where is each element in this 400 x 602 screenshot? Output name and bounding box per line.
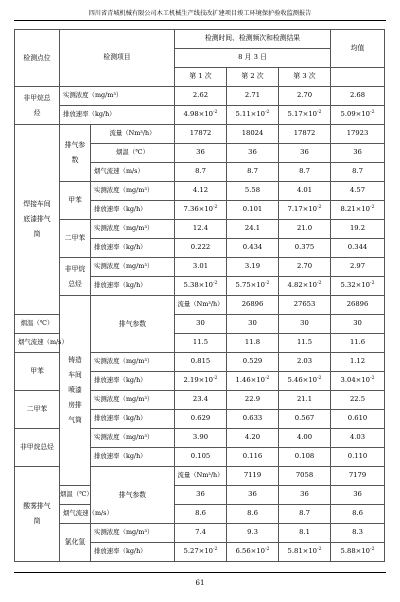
sub-item-cell: 甲苯 [60,182,91,220]
value-cell: $5.11\times 10^{-2}$ [227,106,279,125]
item-cell: 实测浓度（mg/m³） [91,391,175,410]
item-cell: 实测浓度（mg/m³） [91,524,175,543]
header-run-1: 第 1 次 [175,68,227,87]
header-run-2: 第 2 次 [227,68,279,87]
header-average: 均值 [331,30,385,68]
sub-item-cell: 排气参数 [60,125,91,182]
value-cell: 21.0 [279,220,331,239]
value-cell: 21.1 [279,391,331,410]
value-cell: $5.81\times 10^{-2}$ [279,543,331,562]
header-results: 检测时间、检测频次和检测结果 [175,30,331,49]
average-cell: $5.88\times 10^{-2}$ [331,543,385,562]
value-cell: 9.3 [227,524,279,543]
value-cell: 17872 [175,125,227,144]
item-cell: 排放速率（kg/h） [91,543,175,562]
average-cell: 8.3 [331,524,385,543]
footer-rule [14,572,386,573]
item-cell: 烟温（℃） [60,486,91,505]
value-cell: 0.434 [227,239,279,258]
value-cell: $7.36\times 10^{-2}$ [175,201,227,220]
value-cell: 0.815 [175,353,227,372]
value-cell: 23.4 [175,391,227,410]
value-cell: 26896 [331,296,385,315]
value-cell: 12.4 [175,220,227,239]
value-cell: 5.58 [227,182,279,201]
value-cell: 2.62 [175,87,227,106]
item-cell: 实测浓度（mg/m³） [91,258,175,277]
value-cell: $1.46\times 10^{-2}$ [227,372,279,391]
sub-item-cell: 二甲苯 [15,391,60,429]
average-cell: 0.344 [331,239,385,258]
value-cell: 2.03 [279,353,331,372]
sub-item-cell: 二甲苯 [60,220,91,258]
value-cell: 2.70 [279,258,331,277]
average-cell: $5.09\times 10^{-2}$ [331,106,385,125]
value-cell: $2.19\times 10^{-2}$ [175,372,227,391]
value-cell: 0.105 [175,448,227,467]
value-cell: 4.12 [175,182,227,201]
header-item: 检测项目 [60,30,175,87]
value-cell: 17872 [279,125,331,144]
value-cell: 3.19 [227,258,279,277]
average-cell: 11.6 [331,334,385,353]
item-cell: 流量（Nm³/h） [175,296,227,315]
value-cell: 8.7 [175,163,227,182]
average-cell: 1.12 [331,353,385,372]
value-cell: 4.20 [227,429,279,448]
value-cell: 0.529 [227,353,279,372]
average-cell: 36 [331,144,385,163]
value-cell: $5.38\times 10^{-2}$ [175,277,227,296]
table-row [15,125,385,144]
value-cell: 36 [175,144,227,163]
value-cell: 2.71 [227,87,279,106]
average-cell: $8.21\times 10^{-2}$ [331,201,385,220]
item-cell: 排放速率（kg/h） [91,239,175,258]
item-cell: 排放速率（kg/h） [91,277,175,296]
item-cell: 烟温（℃） [91,144,175,163]
table-row [15,106,385,125]
value-cell: 26896 [227,296,279,315]
value-cell: 3.90 [175,429,227,448]
average-cell: 4.57 [331,182,385,201]
value-cell: 0.567 [279,410,331,429]
average-cell: 36 [331,486,385,505]
table-row [15,182,385,201]
table-row [15,220,385,239]
item-cell: 排放速率（kg/h） [91,372,175,391]
average-cell: 19.2 [331,220,385,239]
average-cell: 8.6 [331,505,385,524]
value-cell: $4.98\times 10^{-2}$ [175,106,227,125]
value-cell: 7.4 [175,524,227,543]
monitoring-results-table [14,29,385,562]
value-cell: 36 [227,486,279,505]
value-cell: 3.01 [175,258,227,277]
item-cell: 实测浓度（mg/m³） [60,87,175,106]
value-cell: 2.70 [279,87,331,106]
table-row [15,524,385,543]
item-cell: 排放速率（kg/h） [60,106,175,125]
value-cell: 0.108 [279,448,331,467]
item-cell: 流量（Nm³/h） [91,125,175,144]
item-cell: 实测浓度（mg/m³） [91,429,175,448]
value-cell: 7179 [331,467,385,486]
item-cell: 烟气流速（m/s） [91,163,175,182]
table-row [15,258,385,277]
sub-item-cell: 甲苯 [15,353,60,391]
value-cell: 7119 [227,467,279,486]
value-cell: 0.101 [227,201,279,220]
value-cell: 18024 [227,125,279,144]
sub-item-cell: 氯化氢 [60,524,91,562]
report-header: 四川省青城机械有限公司木工机械生产线技改扩建项目竣工环境保护验收监测报告 [14,8,386,21]
value-cell: 7058 [279,467,331,486]
item-cell: 排放速率（kg/h） [91,410,175,429]
value-cell: 30 [227,315,279,334]
item-cell: 烟温（℃） [15,315,60,334]
value-cell: 8.7 [279,505,331,524]
average-cell: 17923 [331,125,385,144]
value-cell: 36 [279,486,331,505]
item-cell: 烟气流速（m/s） [60,505,91,524]
table-row [15,486,385,505]
sub-item-cell: 非甲烷总烃 [15,429,60,467]
item-cell: 排放速率（kg/h） [91,448,175,467]
value-cell: $5.27\times 10^{-2}$ [175,543,227,562]
sub-item-cell: 排气参数 [91,296,175,353]
value-cell: 8.1 [279,524,331,543]
value-cell: 24.1 [227,220,279,239]
value-cell: 0.116 [227,448,279,467]
value-cell: 0.629 [175,410,227,429]
average-cell: $3.04\times 10^{-2}$ [331,372,385,391]
value-cell: 11.5 [175,334,227,353]
header-location: 检测点位 [15,30,60,87]
value-cell: 22.9 [227,391,279,410]
value-cell: 11.8 [227,334,279,353]
item-cell: 实测浓度（mg/m³） [91,353,175,372]
value-cell: 8.6 [175,505,227,524]
value-cell: $5.75\times 10^{-2}$ [227,277,279,296]
value-cell: 36 [279,144,331,163]
average-cell: 0.110 [331,448,385,467]
location-cell: 焊接车间底漆排气筒 [15,125,60,315]
average-cell: 2.68 [331,87,385,106]
table-row [15,87,385,106]
table-row [15,505,385,524]
value-cell: $6.56\times 10^{-2}$ [227,543,279,562]
average-cell: 2.97 [331,258,385,277]
average-cell: 0.610 [331,410,385,429]
average-cell: 8.7 [331,163,385,182]
header-date: 8 月 3 日 [175,49,331,68]
value-cell: $5.46\times 10^{-2}$ [279,372,331,391]
average-cell: 4.03 [331,429,385,448]
item-cell: 烟气流速（m/s） [15,334,60,353]
header-run-3: 第 3 次 [279,68,331,87]
value-cell: 27653 [279,296,331,315]
value-cell: 8.7 [279,163,331,182]
value-cell: $5.17\times 10^{-2}$ [279,106,331,125]
value-cell: 11.5 [279,334,331,353]
value-cell: $4.82\times 10^{-2}$ [279,277,331,296]
item-cell: 实测浓度（mg/m³） [91,220,175,239]
page-number: 61 [195,579,205,587]
average-cell: 22.5 [331,391,385,410]
sub-item-cell: 非甲烷总烃 [60,258,91,296]
average-cell: 30 [331,315,385,334]
value-cell: $7.17\times 10^{-2}$ [279,201,331,220]
value-cell: 4.00 [279,429,331,448]
location-cell: 非甲烷总烃 [15,87,60,125]
location-cell: 铸造车间喷漆房排气筒 [60,296,91,486]
value-cell: 36 [175,486,227,505]
location-cell: 酸雾排气筒 [15,467,60,562]
value-cell: 0.633 [227,410,279,429]
item-cell: 排放速率（kg/h） [91,201,175,220]
table-row [15,296,385,315]
value-cell: 0.375 [279,239,331,258]
item-cell: 实测浓度（mg/m³） [91,182,175,201]
value-cell: 8.6 [227,505,279,524]
value-cell: 4.01 [279,182,331,201]
value-cell: 30 [175,315,227,334]
value-cell: 36 [227,144,279,163]
value-cell: 0.222 [175,239,227,258]
header-average-blank [331,68,385,87]
sub-item-cell: 排气参数 [91,467,175,524]
item-cell: 流量（Nm³/h） [175,467,227,486]
average-cell: $5.32\times 10^{-2}$ [331,277,385,296]
value-cell: 30 [279,315,331,334]
value-cell: 8.7 [227,163,279,182]
